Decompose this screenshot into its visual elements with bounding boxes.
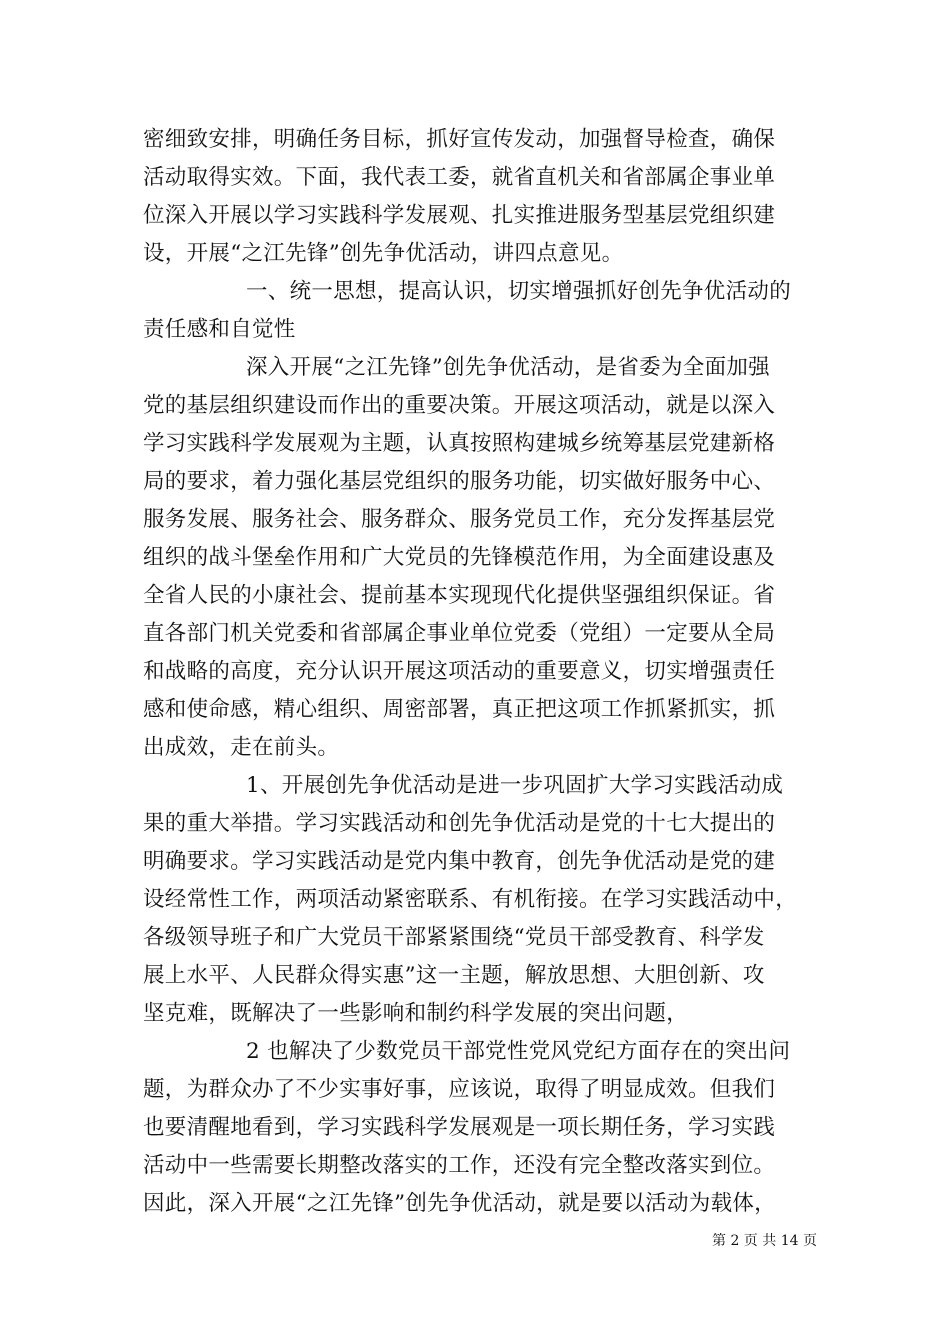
body-line: 全省人民的小康社会、提前基本实现现代化提供坚强组织保证。省 (143, 583, 776, 608)
body-line: 题，为群众办了不少实事好事，应该说，取得了明显成效。但我们 (143, 1077, 776, 1102)
body-line: 学习实践科学发展观为主题，认真按照构建城乡统筹基层党建新格 (143, 431, 776, 456)
body-line: 深入开展“之江先锋”创先争优活动，是省委为全面加强 (246, 355, 770, 380)
body-line: 党的基层组织建设而作出的重要决策。开展这项活动，就是以深入 (143, 393, 776, 418)
body-line: 也要清醒地看到，学习实践科学发展观是一项长期任务，学习实践 (143, 1115, 776, 1140)
body-line: 因此，深入开展“之江先锋”创先争优活动，就是要以活动为载体， (143, 1191, 776, 1216)
body-line: 展上水平、人民群众得实惠”这一主题，解放思想、大胆创新、攻 (143, 963, 765, 988)
body-line: 2 也解决了少数党员干部党性党风党纪方面存在的突出问 (246, 1039, 791, 1064)
body-line: 出成效，走在前头。 (143, 735, 340, 760)
section-heading-line: 责任感和自觉性 (143, 317, 296, 342)
body-line: 1、开展创先争优活动是进一步巩固扩大学习实践活动成 (246, 773, 784, 798)
body-line: 设，开展“之江先锋”创先争优活动，讲四点意见。 (143, 241, 624, 266)
body-line: 组织的战斗堡垒作用和广大党员的先锋模范作用，为全面建设惠及 (143, 545, 776, 570)
body-line: 直各部门机关党委和省部属企事业单位党委（党组）一定要从全局 (143, 621, 776, 646)
body-line: 设经常性工作，两项活动紧密联系、有机衔接。在学习实践活动中， (143, 887, 798, 912)
body-line: 位深入开展以学习实践科学发展观、扎实推进服务型基层党组织建 (143, 203, 776, 228)
body-line: 和战略的高度，充分认识开展这项活动的重要意义，切实增强责任 (143, 659, 776, 684)
body-line: 密细致安排，明确任务目标，抓好宣传发动，加强督导检查，确保 (143, 127, 776, 152)
body-line: 各级领导班子和广大党员干部紧紧围绕“党员干部受教育、科学发 (143, 925, 765, 950)
body-line: 明确要求。学习实践活动是党内集中教育，创先争优活动是党的建 (143, 849, 776, 874)
body-line: 坚克难，既解决了一些影响和制约科学发展的突出问题， (143, 1001, 689, 1026)
body-line: 局的要求，着力强化基层党组织的服务功能，切实做好服务中心、 (143, 469, 776, 494)
page-number-footer: 第 2 页 共 14 页 (712, 1233, 817, 1249)
body-line: 果的重大举措。学习实践活动和创先争优活动是党的十七大提出的 (143, 811, 776, 836)
body-line: 服务发展、服务社会、服务群众、服务党员工作，充分发挥基层党 (143, 507, 776, 532)
body-line: 活动取得实效。下面，我代表工委，就省直机关和省部属企事业单 (143, 165, 776, 190)
body-line: 感和使命感，精心组织、周密部署，真正把这项工作抓紧抓实，抓 (143, 697, 776, 722)
section-heading-line: 一、统一思想，提高认识，切实增强抓好创先争优活动的 (246, 279, 792, 304)
body-line: 活动中一些需要长期整改落实的工作，还没有完全整改落实到位。 (143, 1153, 776, 1178)
